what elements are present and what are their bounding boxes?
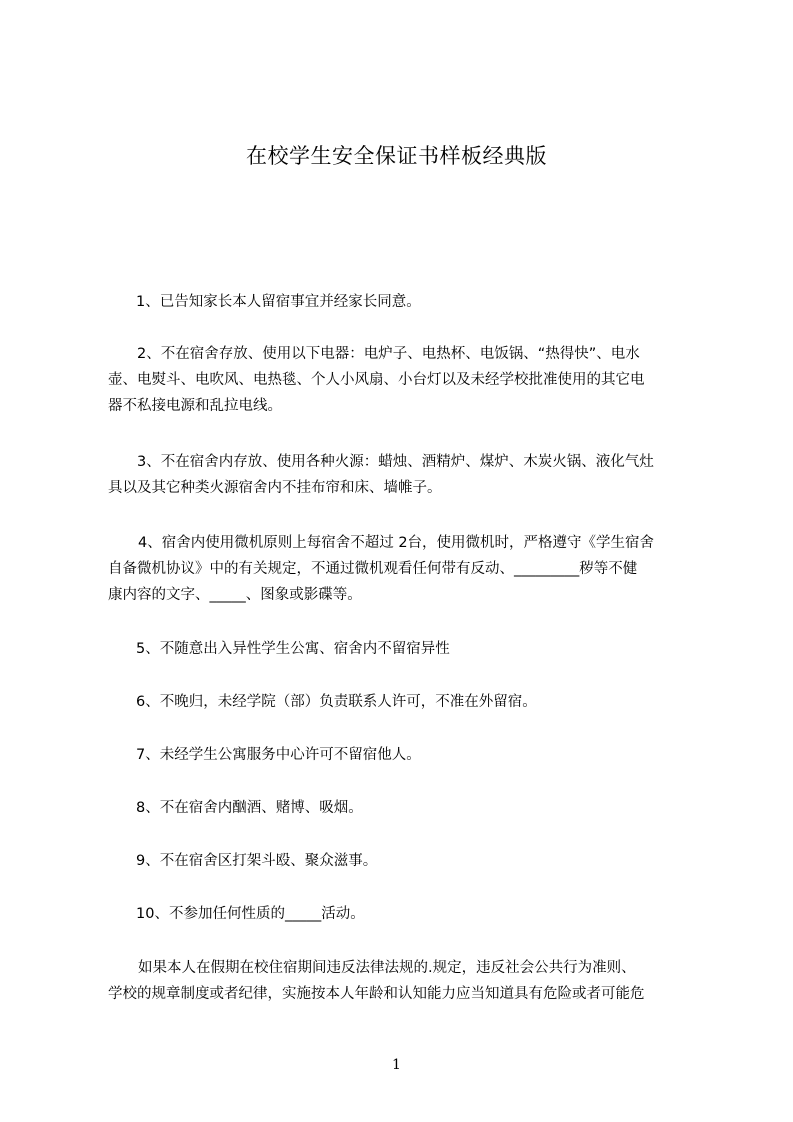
clause-4: [108, 530, 718, 608]
clause-line: 3、不在宿舍内存放、使用各种火源：蜡烛、酒精炉、煤炉、木炭火锅、液化气灶: [137, 454, 654, 470]
document-title: 在校学生安全保证书样板经典版: [246, 144, 547, 168]
clause-6: [136, 689, 746, 715]
clause-line: 6、不晚归，未经学院（部）负责联系人许可，不准在外留宿。: [136, 694, 537, 710]
clause-8: [136, 795, 746, 821]
clause-line: 如果本人在假期在校住宿期间违反法律法规的.规定，违反社会公共行为准则、: [138, 960, 636, 976]
clause-line: 学校的规章制度或者纪律，实施按本人年龄和认知能力应当知道具有危险或者可能危: [108, 986, 645, 1002]
clause-9: [136, 848, 746, 874]
clause-7: [136, 742, 746, 768]
clause-line: 10、不参加任何性质的_____活动。: [136, 906, 365, 922]
clause-line: 器不私接电源和乱拉电线。: [108, 398, 282, 414]
clause-line: 2、不在宿舍存放、使用以下电器：电炉子、电热杯、电饭锅、“热得快”、电水: [137, 346, 640, 362]
clause-2: [108, 341, 718, 419]
page-number: 1: [392, 1057, 401, 1073]
clause-line: 自备微机协议》中的有关规定，不通过微机观看任何带有反动、_________秽等不健: [108, 561, 638, 577]
clause-3: [108, 449, 718, 501]
clause-line: 康内容的文字、_____、图象或影碟等。: [108, 587, 362, 603]
clause-line: 壶、电熨斗、电吹风、电热毯、个人小风扇、小台灯以及未经学校批准使用的其它电: [108, 372, 645, 388]
clause-line: 具以及其它种类火源宿舍内不挂布帘和床、墙帷子。: [108, 480, 442, 496]
clause-line: 8、不在宿舍内酗酒、赌博、吸烟。: [136, 800, 363, 816]
clause-10: [136, 901, 746, 927]
clause-line: 1、已告知家长本人留宿事宜并经家长同意。: [136, 294, 421, 310]
closing-paragraph: [108, 955, 718, 1007]
clause-line: 7、未经学生公寓服务中心许可不留宿他人。: [136, 747, 421, 763]
clause-line: 5、不随意出入异性学生公寓、宿舍内不留宿异性: [136, 641, 450, 657]
clause-line: 4、宿舍内使用微机原则上每宿舍不超过 2台，使用微机时，严格遵守《学生宿舍: [138, 535, 655, 551]
clause-1: [136, 289, 746, 315]
clause-5: [136, 636, 746, 662]
clause-line: 9、不在宿舍区打架斗殴、聚众滋事。: [136, 853, 378, 869]
